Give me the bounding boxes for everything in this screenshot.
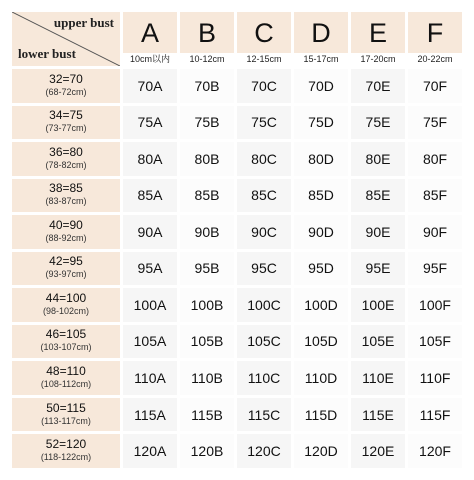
size-row <box>12 288 462 322</box>
band-size-label <box>12 252 120 286</box>
band-size-range: (118-122cm) <box>40 452 92 463</box>
band-size-range: (88-92cm) <box>45 232 87 243</box>
size-cell: 70B <box>180 69 234 103</box>
size-cell: 100B <box>180 288 234 322</box>
size-cell: 75D <box>294 106 348 140</box>
band-size-range: (98-102cm) <box>42 305 89 316</box>
band-size-range: (103-107cm) <box>40 342 92 353</box>
size-row <box>12 142 462 176</box>
cup-range: 12-15cm <box>237 53 291 66</box>
size-cell: 115F <box>408 398 462 432</box>
band-size-label <box>12 215 120 249</box>
band-size-label <box>12 69 120 103</box>
band-size-label <box>12 288 120 322</box>
band-size-range: (113-117cm) <box>41 415 91 426</box>
size-cell: 75F <box>408 106 462 140</box>
size-cell: 100C <box>237 288 291 322</box>
size-cell: 95E <box>351 252 405 286</box>
band-size-label <box>12 434 120 468</box>
size-cell: 110C <box>237 361 291 395</box>
size-cell: 110B <box>180 361 234 395</box>
size-cell: 95B <box>180 252 234 286</box>
band-size-range: (93-97cm) <box>45 269 87 280</box>
size-cell: 120B <box>180 434 234 468</box>
size-cell: 85F <box>408 179 462 213</box>
band-size-main: 36=80 <box>49 144 83 159</box>
cup-letter: F <box>408 12 462 53</box>
size-cell: 70C <box>237 69 291 103</box>
cup-header-d <box>294 12 348 66</box>
band-size-main: 34=75 <box>49 108 83 123</box>
size-cell: 115A <box>123 398 177 432</box>
band-size-main: 52=120 <box>45 437 87 452</box>
band-size-main: 50=115 <box>46 400 86 415</box>
size-row <box>12 361 462 395</box>
cup-range: 15-17cm <box>294 53 348 66</box>
band-size-range: (73-77cm) <box>45 123 87 134</box>
size-cell: 120A <box>123 434 177 468</box>
size-cell: 120E <box>351 434 405 468</box>
cup-header-c <box>237 12 291 66</box>
upper-bust-label: upper bust <box>53 15 114 30</box>
size-cell: 75E <box>351 106 405 140</box>
size-cell: 70F <box>408 69 462 103</box>
size-cell: 80B <box>180 142 234 176</box>
size-cell: 80F <box>408 142 462 176</box>
size-cell: 90C <box>237 215 291 249</box>
size-cell: 120D <box>294 434 348 468</box>
size-cell: 85B <box>180 179 234 213</box>
cup-header-f <box>408 12 462 66</box>
size-cell: 85A <box>123 179 177 213</box>
size-cell: 115C <box>237 398 291 432</box>
band-size-label <box>12 106 120 140</box>
cup-letter: A <box>123 12 177 53</box>
size-cell: 95F <box>408 252 462 286</box>
cup-letter: E <box>351 12 405 53</box>
band-size-label <box>12 398 120 432</box>
size-cell: 80A <box>123 142 177 176</box>
size-cell: 90E <box>351 215 405 249</box>
cup-letter: B <box>180 12 234 53</box>
size-cell: 115B <box>180 398 234 432</box>
band-size-main: 48=110 <box>46 364 86 379</box>
band-size-range: (83-87cm) <box>45 196 87 207</box>
size-cell: 110E <box>351 361 405 395</box>
size-row <box>12 252 462 286</box>
size-cell: 75B <box>180 106 234 140</box>
cup-range: 10cm以内 <box>123 53 177 66</box>
band-size-main: 44=100 <box>45 290 87 305</box>
size-cell: 105D <box>294 325 348 359</box>
cup-header-b <box>180 12 234 66</box>
size-cell: 90D <box>294 215 348 249</box>
band-size-main: 40=90 <box>49 217 83 232</box>
size-cell: 100A <box>123 288 177 322</box>
size-cell: 95D <box>294 252 348 286</box>
size-cell: 85C <box>237 179 291 213</box>
size-cell: 95C <box>237 252 291 286</box>
band-size-label <box>12 142 120 176</box>
band-size-range: (68-72cm) <box>45 86 87 97</box>
size-cell: 70A <box>123 69 177 103</box>
size-row <box>12 69 462 103</box>
size-row <box>12 434 462 468</box>
size-cell: 90A <box>123 215 177 249</box>
cup-letter: D <box>294 12 348 53</box>
size-cell: 100E <box>351 288 405 322</box>
header-row <box>12 12 462 66</box>
size-cell: 115D <box>294 398 348 432</box>
size-cell: 70E <box>351 69 405 103</box>
size-cell: 110F <box>408 361 462 395</box>
size-cell: 95A <box>123 252 177 286</box>
band-size-label <box>12 325 120 359</box>
band-size-main: 38=85 <box>49 181 83 196</box>
cup-header-a <box>123 12 177 66</box>
size-row <box>12 179 462 213</box>
size-cell: 120C <box>237 434 291 468</box>
size-cell: 115E <box>351 398 405 432</box>
size-row <box>12 398 462 432</box>
size-cell: 105C <box>237 325 291 359</box>
cup-range: 10-12cm <box>180 53 234 66</box>
size-cell: 105E <box>351 325 405 359</box>
size-table <box>9 9 465 471</box>
size-chart <box>9 9 465 471</box>
size-cell: 70D <box>294 69 348 103</box>
cup-letter: C <box>237 12 291 53</box>
cup-range: 17-20cm <box>351 53 405 66</box>
band-size-main: 46=105 <box>45 327 87 342</box>
size-cell: 75C <box>237 106 291 140</box>
size-cell: 105F <box>408 325 462 359</box>
lower-bust-label: lower bust <box>18 46 76 61</box>
corner-header <box>12 12 120 66</box>
size-cell: 80C <box>237 142 291 176</box>
size-cell: 100F <box>408 288 462 322</box>
size-cell: 90B <box>180 215 234 249</box>
size-cell: 120F <box>408 434 462 468</box>
band-size-main: 32=70 <box>49 71 83 86</box>
band-size-range: (108-112cm) <box>40 379 92 390</box>
band-size-label <box>12 179 120 213</box>
size-cell: 110A <box>123 361 177 395</box>
size-cell: 80D <box>294 142 348 176</box>
size-cell: 85E <box>351 179 405 213</box>
band-size-range: (78-82cm) <box>45 159 87 170</box>
size-cell: 110D <box>294 361 348 395</box>
size-row <box>12 106 462 140</box>
size-row <box>12 215 462 249</box>
size-cell: 105A <box>123 325 177 359</box>
cup-range: 20-22cm <box>408 53 462 66</box>
band-size-main: 42=95 <box>49 254 83 269</box>
size-cell: 80E <box>351 142 405 176</box>
size-cell: 105B <box>180 325 234 359</box>
size-cell: 90F <box>408 215 462 249</box>
cup-header-e <box>351 12 405 66</box>
size-cell: 100D <box>294 288 348 322</box>
size-cell: 85D <box>294 179 348 213</box>
band-size-label <box>12 361 120 395</box>
size-row <box>12 325 462 359</box>
size-cell: 75A <box>123 106 177 140</box>
